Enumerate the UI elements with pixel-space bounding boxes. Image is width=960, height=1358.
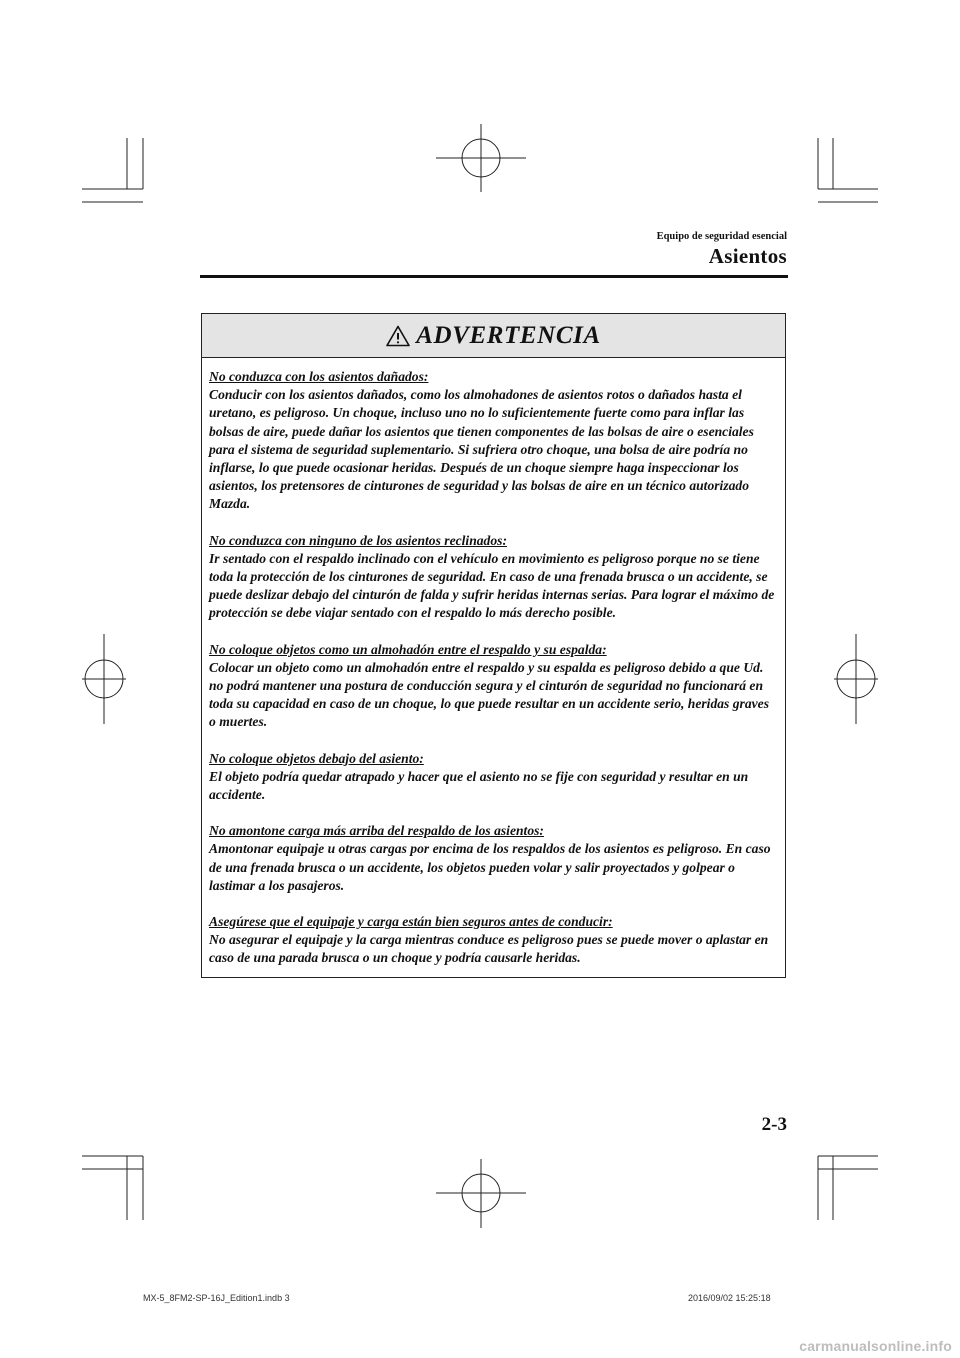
warning-item-text: Colocar un objeto como un almohadón entre el respaldo y su espalda es peligroso debido a que Ud. no podrá mantener una postura de conducción segura y el cinturón de seguridad no funcionará en toda su capacidad en caso de un choque, lo que puede resultar en un accidente serio, heridas graves o muertes. (209, 659, 769, 730)
warning-item (209, 822, 778, 895)
warning-item (209, 641, 778, 732)
section-label: Equipo de seguridad esencial (656, 231, 787, 242)
warning-header (202, 314, 785, 358)
warning-body (202, 358, 785, 968)
header-rule (200, 275, 788, 278)
warning-box (201, 313, 786, 978)
warning-item-title: No coloque objetos debajo del asiento: (209, 750, 424, 766)
warning-triangle-icon (386, 325, 410, 347)
warning-item (209, 368, 778, 514)
warning-item-text: Amontonar equipaje u otras cargas por encima de los respaldos de los asientos es peligroso. En caso de una frenada brusca o un accidente, los objetos pueden volar y salir proyectados y golpear o lastimar a los pasajeros. (209, 841, 771, 893)
warning-item-text: Conducir con los asientos dañados, como los almohadones de asientos rotos o dañados hasta el uretano, es peligroso. Un choque, incluso uno no lo suficientemente fuerte como para inflar las bolsas de aire, puede dañar los asientos que tienen componentes de las bolsas de aire o esenciales para el sistema de seguridad suplementario. Si sufriera otro choque, una bolsa de aire podría no inflarse, lo que puede ocasionar heridas. Después de un choque siempre haga inspeccionar los asientos, los pretensores de cinturones de seguridad y las bolsas de aire en un técnico autorizado Mazda. (209, 387, 754, 512)
warning-item-title: No conduzca con los asientos dañados: (209, 369, 429, 384)
warning-item (209, 532, 778, 623)
warning-item-title: No amontone carga más arriba del respaldo de los asientos: (209, 823, 544, 839)
warning-heading: ADVERTENCIA (416, 321, 601, 349)
warning-item-text: Ir sentado con el respaldo inclinado con el vehículo en movimiento es peligroso porque no se tiene toda la protección de los cinturones de seguridad. En caso de una frenada brusca o un accidente, se puede deslizar debajo del cinturón de falda y sufrir heridas internas serias. Para lograr el máximo de protección se debe viajar sentado con el respaldo lo más derecho posible. (209, 550, 775, 621)
warning-item-text: El objeto podría quedar atrapado y hacer que el asiento no se fije con seguridad y resultar en un accidente. (209, 768, 749, 803)
warning-item (209, 913, 778, 968)
page-title: Asientos (708, 244, 787, 268)
warning-item-title: Asegúrese que el equipaje y carga están bien seguros antes de conducir: (209, 914, 613, 930)
watermark: carmanualsonline.info (799, 1338, 952, 1354)
warning-item-text: No asegurar el equipaje y la carga mientras conduce es peligroso pues se puede mover o aplastar en caso de una parada brusca o un choque y podría causarle heridas. (209, 932, 769, 966)
warning-item-title: No conduzca con ninguno de los asientos reclinados: (209, 532, 507, 548)
warning-item (209, 750, 778, 805)
footer-timestamp: 2016/09/02 15:25:18 (688, 1293, 771, 1303)
page-number: 2-3 (761, 1114, 787, 1135)
footer-file: MX-5_8FM2-SP-16J_Edition1.indb 3 (143, 1293, 290, 1303)
warning-item-title: No coloque objetos como un almohadón entre el respaldo y su espalda: (209, 641, 607, 657)
